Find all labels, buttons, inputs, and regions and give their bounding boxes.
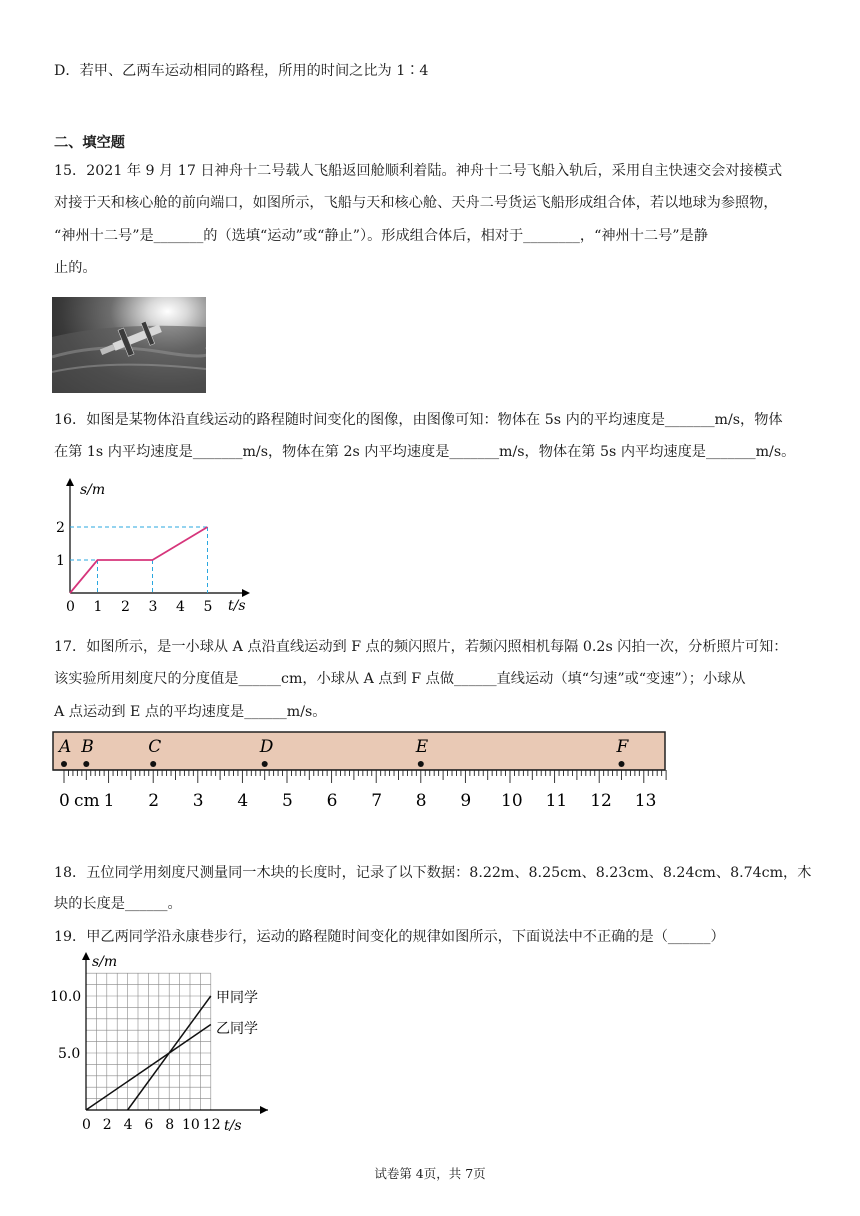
point-label-B: B [81, 737, 94, 757]
q14-option-d: D．若甲、乙两车运动相同的路程，所用的时间之比为 1∶4 [54, 63, 429, 79]
ruler-number: 11 [545, 791, 568, 811]
graph-16-xtick: 4 [176, 599, 185, 615]
ruler-photo [50, 730, 670, 814]
graph-19-xtick: 8 [165, 1117, 175, 1133]
graph-19-xtick: 6 [144, 1117, 154, 1133]
point-label-E: E [415, 737, 429, 757]
q15-line-2: 对接于天和核心舱的前向端口，如图所示，飞船与天和核心舱、天舟二号货运飞船形成组合体，若以地球为参照物， [54, 195, 778, 211]
ball-position-B [83, 761, 89, 767]
ruler-number: 2 [148, 791, 160, 811]
graph-16-series-line [70, 527, 208, 593]
q18-line-2: 块的长度是______。 [54, 896, 182, 912]
graph-16-ytick: 2 [56, 520, 65, 536]
ball-position-E [418, 761, 424, 767]
ruler-number: 5 [282, 791, 293, 811]
q16-line-1: 16．如图是某物体沿直线运动的路程随时间变化的图像，由图像可知：物体在 5s 内的平均速度是_______m/s，物体 [54, 412, 783, 428]
ruler-number: 1 [103, 791, 115, 811]
ruler-number: 12 [590, 791, 612, 811]
ball-position-D [262, 761, 268, 767]
graph-16-xtick: 5 [203, 599, 213, 615]
graph-19 [46, 952, 276, 1138]
q17-line-3: A 点运动到 E 点的平均速度是______m/s。 [54, 704, 327, 720]
ball-position-C [150, 761, 156, 767]
spacecraft-photo [52, 297, 206, 393]
ruler-number: cm [74, 791, 100, 811]
ruler-number: 4 [237, 791, 249, 811]
section-title: 二、填空题 [54, 135, 125, 151]
ruler-number: 10 [501, 791, 523, 811]
ruler-number: 6 [326, 791, 338, 811]
graph-19-label-yi: 乙同学 [216, 1021, 258, 1037]
q15-line-1: 15．2021 年 9 月 17 日神舟十二号载人飞船返回舱顺利着陆。神舟十二号飞船入轨后，采用自主快速交会对接模式 [54, 163, 783, 179]
graph-19-xtick: 0 [82, 1117, 91, 1133]
graph-19-ytick: 10.0 [50, 989, 82, 1005]
point-label-F: F [616, 737, 629, 757]
ball-position-F [619, 761, 625, 767]
q19-line-1: 19．甲乙两同学沿永康巷步行，运动的路程随时间变化的规律如图所示，下面说法中不正确的是（______） [54, 929, 725, 945]
graph-16-ylabel: s/m [80, 482, 106, 498]
graph-16-xlabel: t/s [228, 598, 246, 614]
point-label-A: A [59, 737, 72, 757]
ruler-number: 9 [460, 791, 472, 811]
point-label-D: D [259, 737, 274, 757]
graph-19-xtick: 12 [202, 1117, 221, 1133]
q16-line-2: 在第 1s 内平均速度是_______m/s，物体在第 2s 内平均速度是_______m/s，物体在第 5s 内平均速度是_______m/s。 [54, 444, 796, 460]
q17-line-2: 该实验所用刻度尺的分度值是______cm，小球从 A 点到 F 点做______直线运动（填“匀速”或“变速”）；小球从 [54, 671, 746, 687]
graph-19-ytick: 5.0 [58, 1046, 81, 1062]
ruler-number: 13 [634, 791, 657, 811]
graph-19-xtick: 2 [102, 1117, 112, 1133]
q15-line-4: 止的。 [54, 260, 97, 276]
point-label-C: C [148, 737, 162, 757]
graph-16-ytick: 1 [56, 553, 65, 569]
graph-16-xtick: 3 [148, 599, 158, 615]
graph-16-xtick: 0 [66, 599, 75, 615]
ruler-number: 3 [192, 791, 204, 811]
graph-19-label-jia: 甲同学 [216, 990, 258, 1006]
ball-position-A [61, 761, 67, 767]
graph-16-xtick: 1 [93, 599, 103, 615]
ruler-number: 7 [371, 791, 383, 811]
graph-19-xlabel: t/s [224, 1118, 242, 1134]
graph-19-xtick: 4 [123, 1117, 133, 1133]
q15-line-3: “神州十二号”是_______的（选填“运动”或“静止”）。形成组合体后，相对于________，“神州十二号”是静 [54, 228, 708, 244]
ruler-number: 8 [415, 791, 427, 811]
graph-16 [50, 478, 250, 616]
graph-19-ylabel: s/m [92, 954, 118, 970]
graph-19-xtick: 10 [182, 1117, 200, 1133]
ruler-number: 0 [59, 791, 70, 811]
page-footer: 试卷第 4页，共 7页 [374, 1166, 486, 1181]
q17-line-1: 17．如图所示，是一小球从 A 点沿直线运动到 F 点的频闪照片，若频闪照相机每隔 0.2s 闪拍一次，分析照片可知： [54, 639, 788, 655]
graph-16-xtick: 2 [121, 599, 130, 615]
q18-line-1: 18．五位同学用刻度尺测量同一木块的长度时，记录了以下数据：8.22m、8.25cm、8.23cm、8.24cm、8.74cm，木 [54, 865, 812, 881]
